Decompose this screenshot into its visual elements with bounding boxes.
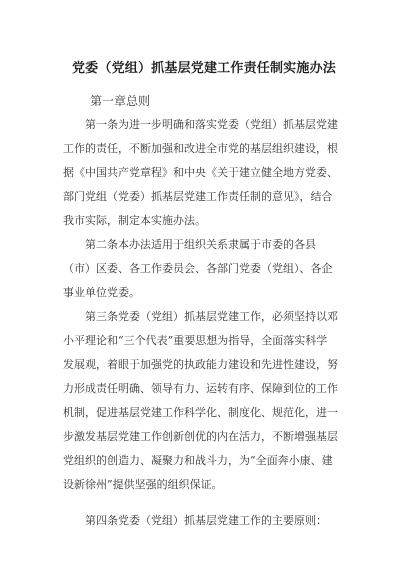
article-3 xyxy=(63,305,350,497)
article-4 xyxy=(63,509,350,533)
article-line: 党组织的创造力、凝聚力和战斗力，为“全面奔小康、建 xyxy=(63,454,333,467)
article-line: 据《中国共产党章程》和中央《关于建立健全地方党委、 xyxy=(63,166,338,179)
article-line: 第一条为进一步明确和落实党委（党组）抓基层党建 xyxy=(85,118,338,131)
article-line: 我市实际，制定本实施办法。 xyxy=(63,214,206,227)
article-line: 步激发基层党建工作创新创优的内在活力，不断增强基层 xyxy=(63,430,338,443)
article-line: 第四条党委（党组）抓基层党建工作的主要原则： xyxy=(85,514,327,527)
article-line: 设新徐州”提供坚强的组织保证。 xyxy=(63,478,223,491)
article-line: 第三条党委（党组）抓基层党建工作，必须坚持以邓 xyxy=(85,310,338,323)
document-title: 党委（党组）抓基层党建工作责任制实施办法 xyxy=(71,61,336,76)
article-line: 工作的责任，不断加强和改进全市党的基层组织建设，根 xyxy=(63,142,338,155)
article-line: 小平理论和“三个代表”重要思想为指导，全面落实科学 xyxy=(63,334,328,347)
article-2 xyxy=(63,233,350,305)
article-line: 第二条本办法适用于组织关系隶属于市委的各县 xyxy=(85,238,316,251)
article-1 xyxy=(63,113,350,233)
article-line: 发展观，着眼于加强党的执政能力建设和先进性建设，努 xyxy=(63,358,338,371)
article-line: 部门党组（党委）抓基层党建工作责任制的意见》，结合 xyxy=(63,190,333,203)
article-line: 事业单位党委。 xyxy=(63,286,140,299)
article-line: 力形成责任明确、领导有力、运转有序、保障到位的工作 xyxy=(63,382,338,395)
chapter-heading: 第一章总则 xyxy=(90,94,151,108)
article-line: 机制，促进基层党建工作科学化、制度化、规范化，进一 xyxy=(63,406,338,419)
article-line: （市）区委、各工作委员会、各部门党委（党组）、各企 xyxy=(63,262,333,275)
